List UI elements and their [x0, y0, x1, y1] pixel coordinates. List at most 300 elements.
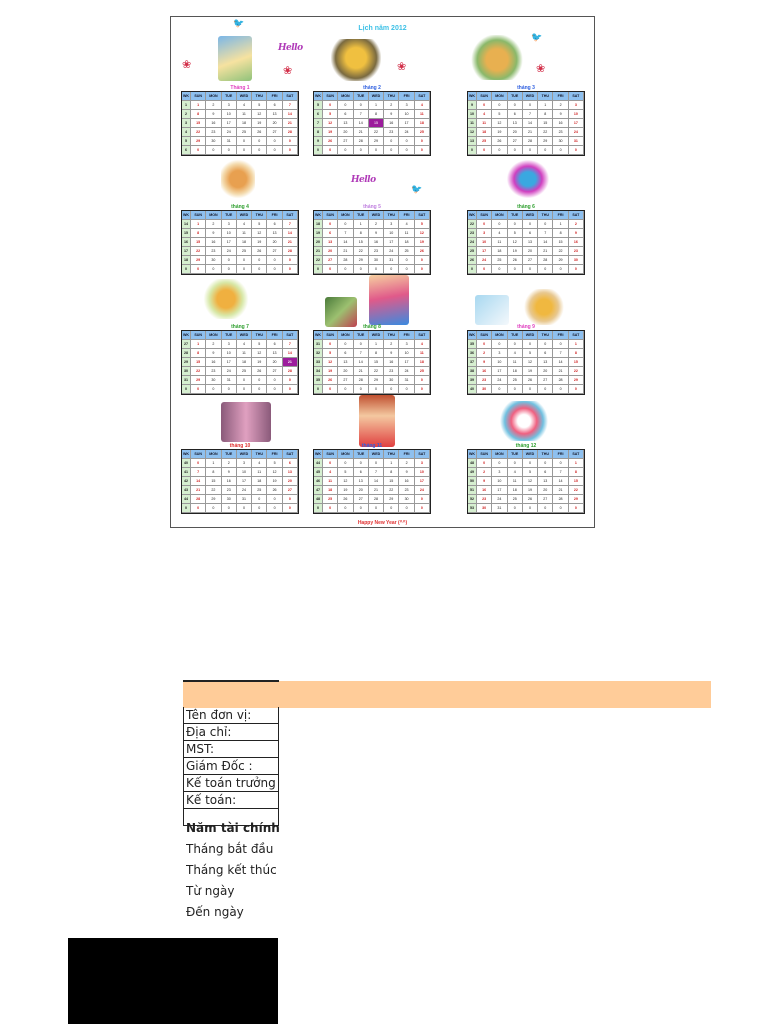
day-cell[interactable]: 31	[569, 137, 584, 146]
day-cell[interactable]: 12	[252, 349, 267, 358]
day-cell[interactable]: 6	[354, 468, 369, 477]
day-cell[interactable]: 0	[523, 146, 538, 155]
day-cell[interactable]: 12	[267, 468, 282, 477]
day-cell[interactable]: 21	[283, 358, 298, 367]
day-cell[interactable]: 16	[553, 119, 568, 128]
day-cell[interactable]: 0	[508, 504, 523, 513]
day-cell[interactable]: 21	[553, 486, 568, 495]
day-cell[interactable]: 1	[369, 340, 384, 349]
day-cell[interactable]: 26	[323, 376, 338, 385]
day-cell[interactable]: 0	[492, 385, 507, 394]
day-cell[interactable]: 4	[237, 340, 252, 349]
day-cell[interactable]: 21	[354, 367, 369, 376]
day-cell[interactable]: 0	[369, 146, 384, 155]
day-cell[interactable]: 14	[354, 358, 369, 367]
day-cell[interactable]: 5	[492, 110, 507, 119]
day-cell[interactable]: 0	[222, 256, 237, 265]
day-cell[interactable]: 10	[222, 229, 237, 238]
day-cell[interactable]: 0	[415, 385, 430, 394]
day-cell[interactable]: 1	[569, 340, 584, 349]
day-cell[interactable]: 5	[323, 110, 338, 119]
day-cell[interactable]: 3	[399, 340, 414, 349]
day-cell[interactable]: 31	[384, 256, 399, 265]
day-cell[interactable]: 7	[283, 220, 298, 229]
day-cell[interactable]: 0	[369, 459, 384, 468]
day-cell[interactable]: 0	[553, 265, 568, 274]
day-cell[interactable]: 24	[399, 367, 414, 376]
day-cell[interactable]: 18	[477, 128, 492, 137]
day-cell[interactable]: 0	[415, 495, 430, 504]
day-cell[interactable]: 12	[415, 229, 430, 238]
day-cell[interactable]: 22	[191, 128, 206, 137]
day-cell[interactable]: 6	[267, 101, 282, 110]
day-cell[interactable]: 21	[191, 486, 206, 495]
day-cell[interactable]: 11	[477, 119, 492, 128]
day-cell[interactable]: 18	[415, 358, 430, 367]
day-cell[interactable]: 1	[191, 340, 206, 349]
day-cell[interactable]: 18	[237, 119, 252, 128]
day-cell[interactable]: 24	[477, 256, 492, 265]
day-cell[interactable]: 7	[338, 229, 353, 238]
day-cell[interactable]: 4	[252, 459, 267, 468]
day-cell[interactable]: 25	[415, 367, 430, 376]
day-cell[interactable]: 30	[569, 256, 584, 265]
day-cell[interactable]: 12	[523, 477, 538, 486]
day-cell[interactable]: 4	[477, 110, 492, 119]
day-cell[interactable]: 0	[477, 220, 492, 229]
day-cell[interactable]: 25	[237, 367, 252, 376]
day-cell[interactable]: 29	[191, 376, 206, 385]
day-cell[interactable]: 13	[267, 110, 282, 119]
day-cell[interactable]: 0	[252, 495, 267, 504]
day-cell[interactable]: 31	[222, 376, 237, 385]
day-cell[interactable]: 16	[384, 358, 399, 367]
day-cell[interactable]: 12	[492, 119, 507, 128]
day-cell[interactable]: 0	[283, 137, 298, 146]
day-cell[interactable]: 0	[252, 265, 267, 274]
day-cell[interactable]: 0	[508, 340, 523, 349]
day-cell[interactable]: 9	[553, 110, 568, 119]
day-cell[interactable]: 20	[538, 486, 553, 495]
day-cell[interactable]: 3	[222, 340, 237, 349]
day-cell[interactable]: 11	[252, 468, 267, 477]
day-cell[interactable]: 19	[338, 486, 353, 495]
day-cell[interactable]: 22	[384, 486, 399, 495]
day-cell[interactable]: 14	[283, 349, 298, 358]
day-cell[interactable]: 27	[338, 376, 353, 385]
day-cell[interactable]: 3	[384, 220, 399, 229]
day-cell[interactable]: 18	[399, 238, 414, 247]
day-cell[interactable]: 5	[508, 229, 523, 238]
day-cell[interactable]: 0	[267, 376, 282, 385]
day-cell[interactable]: 0	[477, 459, 492, 468]
day-cell[interactable]: 16	[369, 238, 384, 247]
day-cell[interactable]: 15	[569, 358, 584, 367]
day-cell[interactable]: 3	[492, 468, 507, 477]
day-cell[interactable]: 0	[523, 220, 538, 229]
day-cell[interactable]: 17	[569, 119, 584, 128]
day-cell[interactable]: 29	[191, 137, 206, 146]
day-cell[interactable]: 31	[399, 376, 414, 385]
day-cell[interactable]: 19	[492, 128, 507, 137]
day-cell[interactable]: 15	[538, 119, 553, 128]
day-cell[interactable]: 13	[338, 358, 353, 367]
day-cell[interactable]: 13	[508, 119, 523, 128]
day-cell[interactable]: 11	[508, 358, 523, 367]
day-cell[interactable]: 0	[384, 385, 399, 394]
day-cell[interactable]: 10	[237, 468, 252, 477]
day-cell[interactable]: 14	[191, 477, 206, 486]
day-cell[interactable]: 1	[569, 459, 584, 468]
day-cell[interactable]: 5	[323, 349, 338, 358]
day-cell[interactable]: 15	[191, 238, 206, 247]
day-cell[interactable]: 19	[323, 367, 338, 376]
day-cell[interactable]: 20	[523, 247, 538, 256]
day-cell[interactable]: 0	[252, 385, 267, 394]
day-cell[interactable]: 17	[384, 238, 399, 247]
day-cell[interactable]: 0	[338, 101, 353, 110]
day-cell[interactable]: 4	[492, 229, 507, 238]
day-cell[interactable]: 28	[553, 495, 568, 504]
day-cell[interactable]: 12	[323, 358, 338, 367]
day-cell[interactable]: 23	[477, 495, 492, 504]
day-cell[interactable]: 14	[553, 358, 568, 367]
info-row-unit-name[interactable]: Tên đơn vị:	[184, 707, 278, 724]
day-cell[interactable]: 0	[369, 504, 384, 513]
day-cell[interactable]: 9	[206, 110, 221, 119]
day-cell[interactable]: 0	[252, 504, 267, 513]
day-cell[interactable]: 6	[538, 349, 553, 358]
day-cell[interactable]: 26	[492, 137, 507, 146]
day-cell[interactable]: 0	[523, 101, 538, 110]
day-cell[interactable]: 11	[492, 238, 507, 247]
day-cell[interactable]: 0	[523, 504, 538, 513]
day-cell[interactable]: 23	[553, 128, 568, 137]
day-cell[interactable]: 21	[523, 128, 538, 137]
day-cell[interactable]: 23	[222, 486, 237, 495]
day-cell[interactable]: 27	[508, 137, 523, 146]
day-cell[interactable]: 10	[492, 477, 507, 486]
day-cell[interactable]: 13	[538, 358, 553, 367]
day-cell[interactable]: 0	[191, 385, 206, 394]
day-cell[interactable]: 14	[283, 110, 298, 119]
day-cell[interactable]: 25	[237, 247, 252, 256]
day-cell[interactable]: 12	[508, 238, 523, 247]
day-cell[interactable]: 8	[191, 229, 206, 238]
day-cell[interactable]: 13	[354, 477, 369, 486]
fiscal-start-month[interactable]: Tháng bắt đầu	[186, 842, 274, 856]
day-cell[interactable]: 0	[523, 340, 538, 349]
day-cell[interactable]: 28	[523, 137, 538, 146]
day-cell[interactable]: 17	[492, 367, 507, 376]
day-cell[interactable]: 28	[283, 128, 298, 137]
day-cell[interactable]: 9	[477, 358, 492, 367]
day-cell[interactable]: 0	[523, 385, 538, 394]
day-cell[interactable]: 11	[323, 477, 338, 486]
day-cell[interactable]: 0	[338, 146, 353, 155]
day-cell[interactable]: 13	[523, 238, 538, 247]
day-cell[interactable]: 19	[252, 119, 267, 128]
day-cell[interactable]: 24	[399, 128, 414, 137]
info-row-director[interactable]: Giám Đốc :	[184, 758, 278, 775]
day-cell[interactable]: 9	[384, 110, 399, 119]
day-cell[interactable]: 0	[415, 146, 430, 155]
info-row-address[interactable]: Địa chỉ:	[184, 724, 278, 741]
day-cell[interactable]: 0	[237, 256, 252, 265]
day-cell[interactable]: 0	[237, 146, 252, 155]
day-cell[interactable]: 0	[492, 101, 507, 110]
day-cell[interactable]: 22	[369, 367, 384, 376]
day-cell[interactable]: 24	[569, 128, 584, 137]
info-row-tax-code[interactable]: MST:	[184, 741, 278, 758]
day-cell[interactable]: 24	[237, 486, 252, 495]
day-cell[interactable]: 0	[492, 220, 507, 229]
day-cell[interactable]: 0	[252, 137, 267, 146]
day-cell[interactable]: 25	[399, 247, 414, 256]
day-cell[interactable]: 3	[399, 101, 414, 110]
day-cell[interactable]: 0	[206, 146, 221, 155]
day-cell[interactable]: 16	[477, 486, 492, 495]
day-cell[interactable]: 16	[206, 238, 221, 247]
day-cell[interactable]: 0	[399, 385, 414, 394]
day-cell[interactable]: 0	[267, 495, 282, 504]
day-cell[interactable]: 0	[384, 265, 399, 274]
day-cell[interactable]: 9	[569, 229, 584, 238]
day-cell[interactable]: 0	[508, 101, 523, 110]
day-cell[interactable]: 0	[399, 265, 414, 274]
day-cell[interactable]: 17	[399, 119, 414, 128]
day-cell[interactable]: 7	[283, 340, 298, 349]
day-cell[interactable]: 0	[384, 137, 399, 146]
day-cell[interactable]: 15	[354, 238, 369, 247]
day-cell[interactable]: 23	[399, 486, 414, 495]
day-cell[interactable]: 16	[206, 358, 221, 367]
day-cell[interactable]: 3	[477, 229, 492, 238]
fiscal-from-date[interactable]: Từ ngày	[186, 884, 235, 898]
day-cell[interactable]: 25	[508, 495, 523, 504]
day-cell[interactable]: 21	[553, 367, 568, 376]
day-cell[interactable]: 1	[206, 459, 221, 468]
day-cell[interactable]: 17	[222, 358, 237, 367]
day-cell[interactable]: 6	[523, 229, 538, 238]
day-cell[interactable]: 22	[206, 486, 221, 495]
day-cell[interactable]: 9	[384, 349, 399, 358]
day-cell[interactable]: 2	[569, 220, 584, 229]
day-cell[interactable]: 28	[553, 376, 568, 385]
day-cell[interactable]: 4	[237, 220, 252, 229]
day-cell[interactable]: 25	[237, 128, 252, 137]
day-cell[interactable]: 6	[283, 459, 298, 468]
day-cell[interactable]: 0	[354, 265, 369, 274]
day-cell[interactable]: 8	[569, 468, 584, 477]
day-cell[interactable]: 19	[508, 247, 523, 256]
day-cell[interactable]: 30	[222, 495, 237, 504]
day-cell[interactable]: 7	[283, 101, 298, 110]
day-cell[interactable]: 24	[222, 367, 237, 376]
day-cell[interactable]: 24	[222, 128, 237, 137]
day-cell[interactable]: 0	[538, 459, 553, 468]
day-cell[interactable]: 29	[354, 256, 369, 265]
day-cell[interactable]: 0	[492, 340, 507, 349]
day-cell[interactable]: 17	[477, 247, 492, 256]
day-cell[interactable]: 8	[553, 229, 568, 238]
day-cell[interactable]: 8	[191, 110, 206, 119]
day-cell[interactable]: 30	[206, 376, 221, 385]
day-cell[interactable]: 9	[369, 229, 384, 238]
day-cell[interactable]: 15	[191, 119, 206, 128]
day-cell[interactable]: 18	[415, 119, 430, 128]
day-cell[interactable]: 26	[415, 247, 430, 256]
day-cell[interactable]: 31	[492, 504, 507, 513]
day-cell[interactable]: 6	[538, 468, 553, 477]
day-cell[interactable]: 15	[369, 358, 384, 367]
day-cell[interactable]: 27	[323, 256, 338, 265]
day-cell[interactable]: 3	[569, 101, 584, 110]
day-cell[interactable]: 11	[237, 110, 252, 119]
day-cell[interactable]: 23	[384, 367, 399, 376]
day-cell[interactable]: 20	[338, 128, 353, 137]
day-cell[interactable]: 21	[338, 247, 353, 256]
day-cell[interactable]: 2	[384, 340, 399, 349]
day-cell[interactable]: 2	[477, 349, 492, 358]
day-cell[interactable]: 0	[477, 340, 492, 349]
day-cell[interactable]: 8	[354, 229, 369, 238]
day-cell[interactable]: 10	[569, 110, 584, 119]
day-cell[interactable]: 22	[569, 367, 584, 376]
day-cell[interactable]: 28	[191, 495, 206, 504]
day-cell[interactable]: 6	[267, 340, 282, 349]
day-cell[interactable]: 25	[415, 128, 430, 137]
day-cell[interactable]: 22	[191, 367, 206, 376]
day-cell[interactable]: 0	[338, 220, 353, 229]
day-cell[interactable]: 0	[323, 385, 338, 394]
day-cell[interactable]: 14	[338, 238, 353, 247]
day-cell[interactable]: 0	[538, 146, 553, 155]
day-cell[interactable]: 23	[206, 367, 221, 376]
day-cell[interactable]: 17	[237, 477, 252, 486]
day-cell[interactable]: 20	[267, 238, 282, 247]
day-cell[interactable]: 14	[553, 477, 568, 486]
day-cell[interactable]: 0	[492, 146, 507, 155]
day-cell[interactable]: 19	[267, 477, 282, 486]
day-cell[interactable]: 3	[415, 459, 430, 468]
day-cell[interactable]: 28	[283, 367, 298, 376]
day-cell[interactable]: 0	[206, 385, 221, 394]
day-cell[interactable]: 26	[523, 495, 538, 504]
day-cell[interactable]: 0	[323, 146, 338, 155]
day-cell[interactable]: 7	[369, 468, 384, 477]
day-cell[interactable]: 5	[523, 349, 538, 358]
day-cell[interactable]: 0	[369, 265, 384, 274]
day-cell[interactable]: 26	[252, 128, 267, 137]
day-cell[interactable]: 14	[523, 119, 538, 128]
day-cell[interactable]: 23	[569, 247, 584, 256]
day-cell[interactable]: 29	[569, 495, 584, 504]
day-cell[interactable]: 5	[252, 101, 267, 110]
day-cell[interactable]: 0	[283, 265, 298, 274]
day-cell[interactable]: 0	[399, 256, 414, 265]
day-cell[interactable]: 2	[206, 340, 221, 349]
day-cell[interactable]: 31	[237, 495, 252, 504]
day-cell[interactable]: 30	[384, 376, 399, 385]
day-cell[interactable]: 28	[354, 376, 369, 385]
day-cell[interactable]: 0	[267, 385, 282, 394]
day-cell[interactable]: 25	[323, 495, 338, 504]
day-cell[interactable]: 6	[267, 220, 282, 229]
day-cell[interactable]: 0	[384, 146, 399, 155]
day-cell[interactable]: 0	[206, 504, 221, 513]
day-cell[interactable]: 0	[191, 459, 206, 468]
day-cell[interactable]: 0	[222, 385, 237, 394]
day-cell[interactable]: 7	[191, 468, 206, 477]
day-cell[interactable]: 6	[508, 110, 523, 119]
day-cell[interactable]: 21	[538, 247, 553, 256]
day-cell[interactable]: 4	[415, 340, 430, 349]
day-cell[interactable]: 23	[369, 247, 384, 256]
day-cell[interactable]: 5	[252, 340, 267, 349]
day-cell[interactable]: 0	[492, 459, 507, 468]
day-cell[interactable]: 0	[538, 385, 553, 394]
day-cell[interactable]: 0	[323, 220, 338, 229]
day-cell[interactable]: 0	[283, 495, 298, 504]
day-cell[interactable]: 23	[477, 376, 492, 385]
day-cell[interactable]: 19	[415, 238, 430, 247]
day-cell[interactable]: 7	[354, 110, 369, 119]
day-cell[interactable]: 26	[338, 495, 353, 504]
day-cell[interactable]: 9	[206, 229, 221, 238]
day-cell[interactable]: 17	[222, 119, 237, 128]
day-cell[interactable]: 11	[237, 349, 252, 358]
day-cell[interactable]: 30	[477, 504, 492, 513]
day-cell[interactable]: 0	[354, 504, 369, 513]
day-cell[interactable]: 0	[477, 101, 492, 110]
day-cell[interactable]: 16	[384, 119, 399, 128]
day-cell[interactable]: 28	[538, 256, 553, 265]
day-cell[interactable]: 28	[354, 137, 369, 146]
day-cell[interactable]: 10	[222, 349, 237, 358]
day-cell[interactable]: 0	[538, 504, 553, 513]
day-cell[interactable]: 0	[553, 146, 568, 155]
day-cell[interactable]: 0	[338, 504, 353, 513]
day-cell[interactable]: 30	[553, 137, 568, 146]
day-cell[interactable]: 27	[538, 495, 553, 504]
day-cell[interactable]: 0	[252, 376, 267, 385]
day-cell[interactable]: 8	[206, 468, 221, 477]
day-cell[interactable]: 0	[237, 504, 252, 513]
day-cell[interactable]: 1	[369, 101, 384, 110]
day-cell[interactable]: 14	[283, 229, 298, 238]
day-cell[interactable]: 8	[369, 349, 384, 358]
day-cell[interactable]: 0	[237, 385, 252, 394]
day-cell[interactable]: 23	[384, 128, 399, 137]
day-cell[interactable]: 30	[477, 385, 492, 394]
day-cell[interactable]: 13	[267, 229, 282, 238]
day-cell[interactable]: 9	[222, 468, 237, 477]
day-cell[interactable]: 0	[553, 340, 568, 349]
day-cell[interactable]: 16	[569, 238, 584, 247]
day-cell[interactable]: 0	[553, 385, 568, 394]
day-cell[interactable]: 13	[267, 349, 282, 358]
day-cell[interactable]: 0	[323, 340, 338, 349]
day-cell[interactable]: 0	[354, 340, 369, 349]
day-cell[interactable]: 11	[508, 477, 523, 486]
day-cell[interactable]: 0	[283, 385, 298, 394]
day-cell[interactable]: 0	[399, 146, 414, 155]
day-cell[interactable]: 0	[523, 459, 538, 468]
day-cell[interactable]: 24	[384, 247, 399, 256]
day-cell[interactable]: 0	[508, 265, 523, 274]
day-cell[interactable]: 25	[477, 137, 492, 146]
